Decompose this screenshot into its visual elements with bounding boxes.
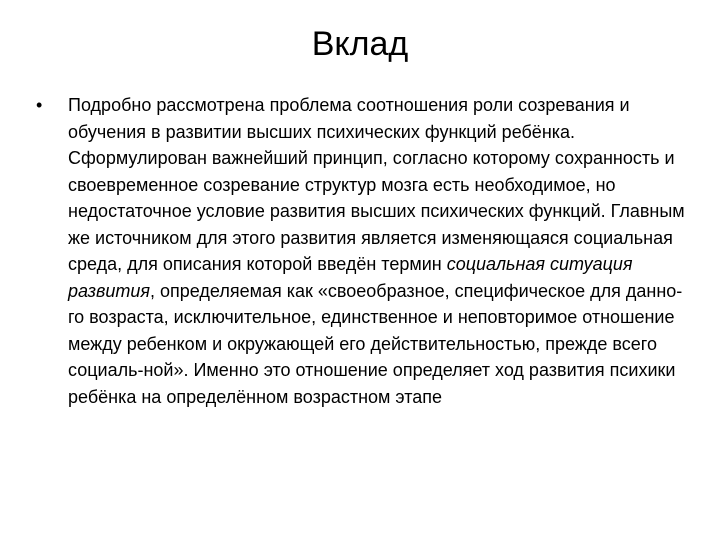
bullet-marker: • [36,95,43,115]
italic-term: социальная ситуация развития [68,254,633,301]
bullet-item [36,92,686,410]
bullet-text [68,95,685,407]
bullet-text-after: , определяемая как «своеобразное, специфическое для данно-го возраста, исключительное, единственное и неповторимое отношение между ребенком и окружающей его действительностью, прежде всего социаль-ной». Именно это отношение определяет ход развития психики ребёнка на определённом возрастном этапе [68,280,683,407]
bullet-list [36,92,686,410]
bullet-text-before: Подробно рассмотрена проблема соотношения роли созревания и обучения в развитии высших психических функций ребёнка. Сформулирован важнейший принцип, согласно которому сохранность и своевременное созревание структур мозга есть необходимое, но недостаточное условие развития высших психических функций. Главным же источником для этого развития является изменяющаяся социальная среда, для описания которой введён термин [68,95,685,274]
slide-title: Вклад [311,25,409,63]
